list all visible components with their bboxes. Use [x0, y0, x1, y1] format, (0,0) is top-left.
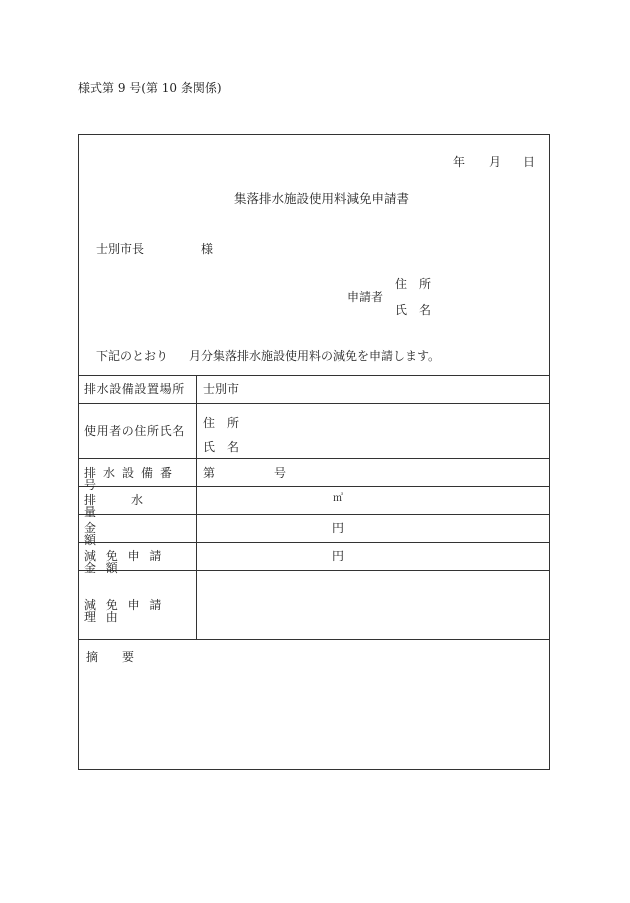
- row-divider: [78, 458, 550, 459]
- location-label-text: 排水設備設置場所: [84, 382, 185, 396]
- reduction-amount-unit: 円: [332, 549, 345, 563]
- date-year-label: 年: [453, 155, 466, 169]
- addressee-name: 士別市長: [96, 242, 145, 256]
- form-reference: 様式第 9 号(第 10 条関係): [78, 81, 222, 95]
- applicant-address-label: 住 所: [395, 277, 432, 291]
- applicant-label: 申請者: [347, 290, 384, 304]
- amount-unit: 円: [332, 521, 345, 535]
- reduction-amount-label: [84, 550, 190, 574]
- row-divider: [78, 375, 550, 376]
- reason-label: [84, 599, 190, 623]
- amount-label-text: 金額: [84, 521, 180, 547]
- user-name-label: 氏 名: [203, 440, 240, 454]
- date-day-label: 日: [523, 155, 536, 169]
- amount-label: [84, 522, 190, 546]
- location-label: [84, 383, 190, 395]
- volume-label-text: 排水量: [84, 493, 179, 519]
- number-suffix: 号: [274, 466, 287, 480]
- user-label-text: 使用者の住所氏名: [84, 424, 185, 438]
- location-value: 士別市: [203, 382, 240, 396]
- volume-label: [84, 494, 190, 518]
- column-divider: [196, 375, 197, 639]
- number-label-text: 排水設備番号: [84, 466, 180, 492]
- form-title: 集落排水施設使用料減免申請書: [234, 191, 410, 206]
- reason-label-text: 減免申請理由: [84, 598, 172, 624]
- addressee-honorific: 様: [201, 242, 214, 256]
- statement-suffix: 月分集落排水施設使用料の減免を申請します。: [189, 349, 441, 363]
- date-month-label: 月: [489, 155, 502, 169]
- statement-prefix: 下記のとおり: [96, 349, 169, 363]
- user-address-label: 住 所: [203, 416, 240, 430]
- reduction-amount-label-text: 減免申請金額: [84, 549, 172, 575]
- applicant-name-label: 氏 名: [395, 303, 432, 317]
- number-prefix: 第: [203, 466, 216, 480]
- remarks-label: 摘 要: [86, 650, 141, 664]
- form-frame: [78, 134, 550, 770]
- user-label: [84, 425, 190, 437]
- volume-unit: ㎥: [333, 493, 343, 504]
- row-divider: [78, 403, 550, 404]
- number-label: [84, 467, 190, 491]
- row-divider: [78, 639, 550, 640]
